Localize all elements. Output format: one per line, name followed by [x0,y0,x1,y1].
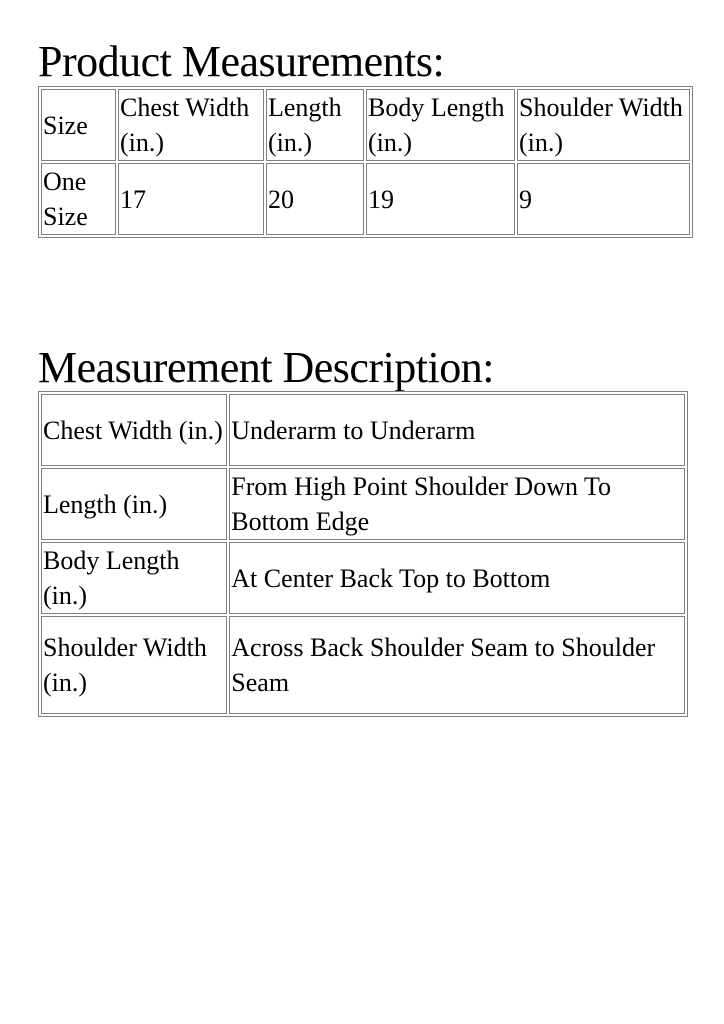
term-chest-width: Chest Width (in.) [41,394,227,466]
cell-length: 20 [266,163,364,235]
product-measurements-title: Product Measurements: [38,37,445,86]
measurement-description-table [38,391,688,717]
desc-chest-width: Underarm to Underarm [229,394,685,466]
term-body-length: Body Length (in.) [41,542,227,614]
table-row [41,468,685,540]
cell-shoulder-width: 9 [517,163,690,235]
header-size: Size [41,89,116,161]
header-shoulder-width: Shoulder Width (in.) [517,89,690,161]
table-row [41,163,690,235]
measurement-description-title: Measurement Description: [38,343,494,392]
header-body-length: Body Length (in.) [366,89,515,161]
desc-length: From High Point Shoulder Down To Bottom Edge [229,468,685,540]
table-row [41,616,685,714]
product-measurements-table [38,86,693,238]
cell-body-length: 19 [366,163,515,235]
header-length: Length (in.) [266,89,364,161]
header-chest-width: Chest Width (in.) [118,89,264,161]
desc-shoulder-width: Across Back Shoulder Seam to Shoulder Seam [229,616,685,714]
desc-body-length: At Center Back Top to Bottom [229,542,685,614]
cell-size: One Size [41,163,116,235]
term-shoulder-width: Shoulder Width (in.) [41,616,227,714]
term-length: Length (in.) [41,468,227,540]
cell-chest-width: 17 [118,163,264,235]
table-row [41,394,685,466]
table-header-row [41,89,690,161]
table-row [41,542,685,614]
